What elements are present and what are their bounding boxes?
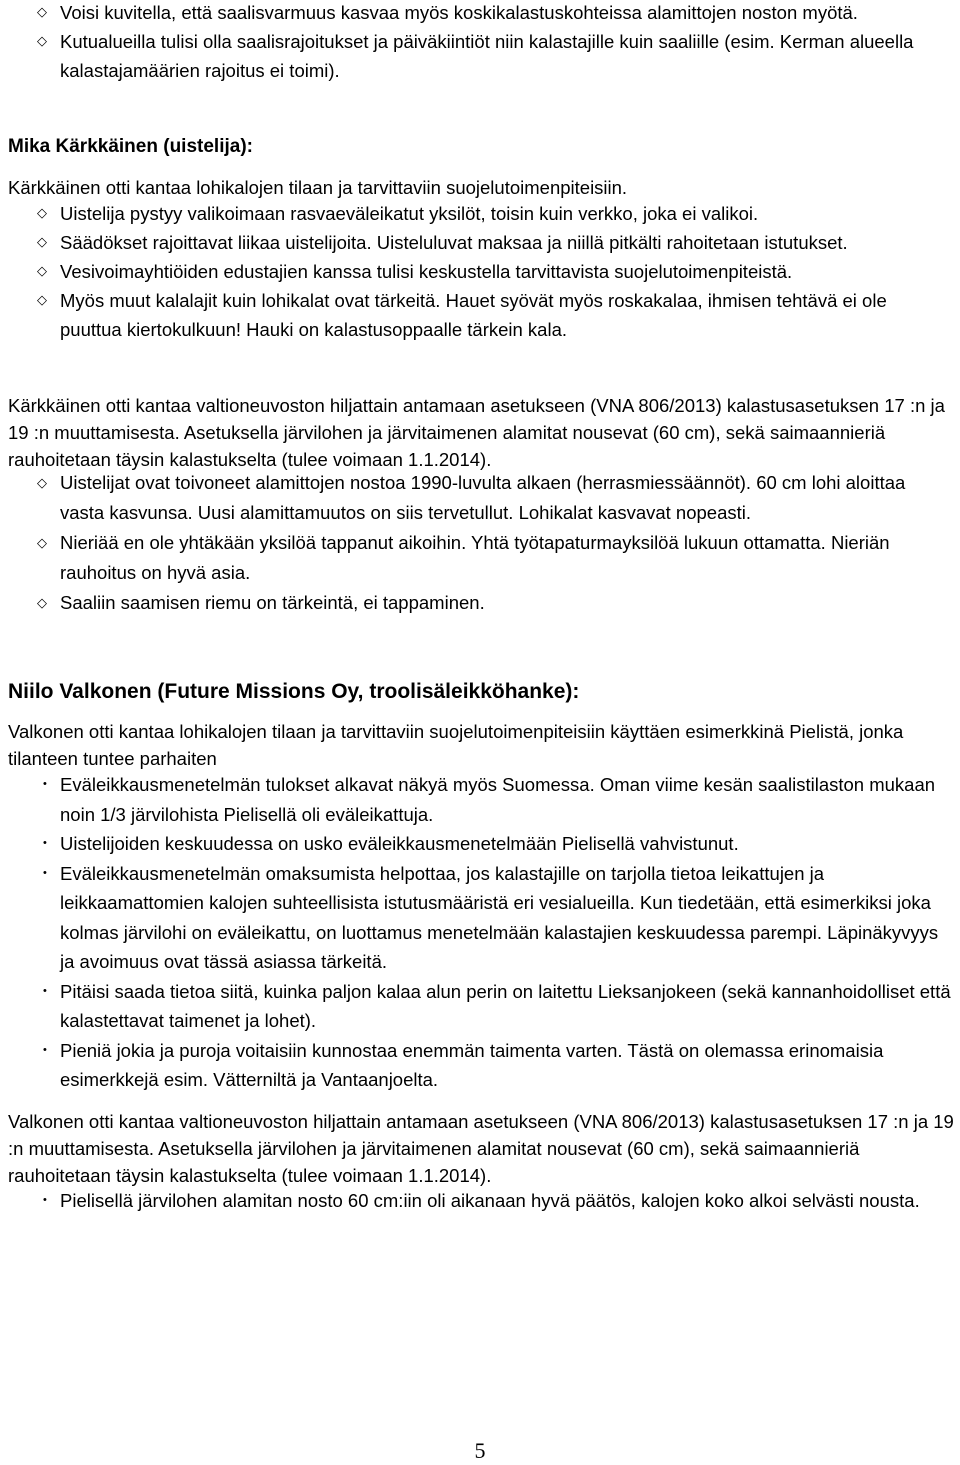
list-item: • Eväleikkausmenetelmän tulokset alkavat näkyä myös Suomessa. Oman viime kesän saalistilaston mukaan noin 1/3 järvilohista Pielisellä oli eväleikattuja. (43, 774, 936, 825)
bullet-icon: ◇ (37, 292, 47, 307)
paragraph-intro-karkkainen: Kärkkäinen otti kantaa lohikalojen tilaan ja tarvittaviin suojelutoimenpiteisiin. (8, 177, 628, 198)
bullet-list-intro (0, 0, 960, 87)
list-item: • Eväleikkausmenetelmän omaksumista helpottaa, jos kalastajille on tarjolla tietoa leikattujen ja leikkaamattomien kalojen suhteellisista istutusmääristä eri vesialueilla. Kun tiedetään, että esimerkiksi joka kolmas järvilohi on eväleikattu, on luottamus menetelmään kalastajien keskuudessa parempi. Läpinäkyvyys ja avoimuus ovat tässä asiassa tärkeitä. (43, 862, 939, 972)
list-item: • Pielisellä järvilohen alamitan nosto 60 cm:iin oli aikanaan hyvä päätös, kalojen koko alkoi selvästi nousta. (43, 1190, 920, 1211)
list-item: • Pieniä jokia ja puroja voitaisiin kunnostaa enemmän taimenta varten. Tästä on olemassa erinomaisia esimerkkejä esim. Vätterniltä ja Vantaanjoelta. (43, 1039, 884, 1090)
list-item: ◇ Kutualueilla tulisi olla saalisrajoitukset ja päiväkiintiöt niin kalastajille kuin saaliille (esim. Kerman alueella kalastajamäärien rajoitus ei toimi). (37, 31, 914, 81)
bullet-icon: ◇ (37, 475, 47, 490)
bullet-icon: • (43, 1043, 47, 1056)
bullet-list-karkkainen-regulation (0, 468, 960, 618)
list-item: ◇ Nieriää en ole yhtäkään yksilöä tappanut aikoihin. Yhtä työtapaturmayksilöä lukuun ottamatta. Nieriän rauhoitus on hyvä asia. (37, 532, 890, 583)
paragraph-regulation-valkonen: Valkonen otti kantaa valtioneuvoston hiljattain antamaan asetukseen (VNA 806/2013) kalastusasetuksen 17 :n ja 19 :n muuttamisesta. Asetuksella järvilohen ja järvitaimenen alamitat nousevat (60 cm), sekä saimaannieriä rauhoitetaan täysin kalastukselta (tulee voimaan 1.1.2014). (8, 1111, 954, 1186)
page-number: 5 (474, 1438, 486, 1463)
list-item: ◇ Vesivoimayhtiöiden edustajien kanssa tulisi keskustella tarvittavista suojelutoimenpiteistä. (37, 261, 793, 282)
list-item: ◇ Myös muut kalalajit kuin lohikalat ovat tärkeitä. Hauet syövät myös roskakalaa, ihmisen tehtävä ei ole puuttua kiertokulkuun! Hauki on kalastusoppaalle tärkein kala. (37, 290, 887, 340)
bullet-icon: • (43, 837, 47, 849)
list-item: ◇ Uistelija pystyy valikoimaan rasvaeväleikatut yksilöt, toisin kuin verkko, joka ei valikoi. (37, 203, 759, 224)
bullet-icon: • (43, 1194, 47, 1206)
list-item: • Pitäisi saada tietoa siitä, kuinka paljon kalaa alun perin on laitettu Lieksanjokeen (sekä kannanhoidolliset että kalastettavat taimenet ja lohet). (43, 980, 951, 1031)
bullet-icon: ◇ (37, 4, 47, 19)
list-item: ◇ Saaliin saamisen riemu on tärkeintä, ei tappaminen. (37, 592, 485, 613)
bullet-icon: ◇ (37, 535, 47, 550)
section-heading-valkonen: Niilo Valkonen (Future Missions Oy, troolisäleikköhanke): (8, 680, 580, 703)
paragraph-regulation-karkkainen: Kärkkäinen otti kantaa valtioneuvoston hiljattain antamaan asetukseen (VNA 806/2013) kalastusasetuksen 17 :n ja 19 :n muuttamisesta. Asetuksella järvilohen ja järvitaimenen alamitat nousevat (60 cm), sekä saimaannieriä rauhoitetaan täysin kalastukselta (tulee voimaan 1.1.2014). (8, 395, 945, 470)
bullet-icon: • (43, 778, 47, 790)
bullet-icon: ◇ (37, 263, 47, 278)
list-item: ◇ Uistelijat ovat toivoneet alamittojen nostoa 1990-luvulta alkaen (herrasmiessäännöt). 60 cm lohi aloittaa vasta kasvunsa. Uusi alamittamuutos on siis tervetullut. Lohikalat kasvavat nopeasti. (37, 472, 906, 523)
list-item: • Uistelijoiden keskuudessa on usko eväleikkausmenetelmään Pielisellä vahvistunut. (43, 833, 739, 854)
list-item: ◇ Voisi kuvitella, että saalisvarmuus kasvaa myös koskikalastuskohteissa alamittojen noston myötä. (37, 2, 858, 23)
bullet-list-karkkainen (0, 199, 960, 344)
bullet-list-valkonen (0, 770, 960, 1095)
bullet-icon: • (43, 984, 47, 997)
bullet-icon: ◇ (37, 205, 47, 220)
section-heading-karkkainen: Mika Kärkkäinen (uistelija): (8, 136, 253, 157)
bullet-icon: ◇ (37, 234, 47, 249)
list-item: ◇ Säädökset rajoittavat liikaa uistelijoita. Uisteluluvat maksaa ja niillä pitkälti rahoitetaan istutukset. (37, 232, 848, 253)
paragraph-intro-valkonen: Valkonen otti kantaa lohikalojen tilaan ja tarvittaviin suojelutoimenpiteisiin käyttäen esimerkkinä Pielistä, jonka tilanteen tuntee parhaiten (8, 721, 904, 769)
bullet-icon: • (43, 866, 47, 879)
bullet-list-valkonen-regulation (0, 1186, 960, 1216)
bullet-icon: ◇ (37, 33, 47, 48)
bullet-icon: ◇ (37, 595, 47, 610)
